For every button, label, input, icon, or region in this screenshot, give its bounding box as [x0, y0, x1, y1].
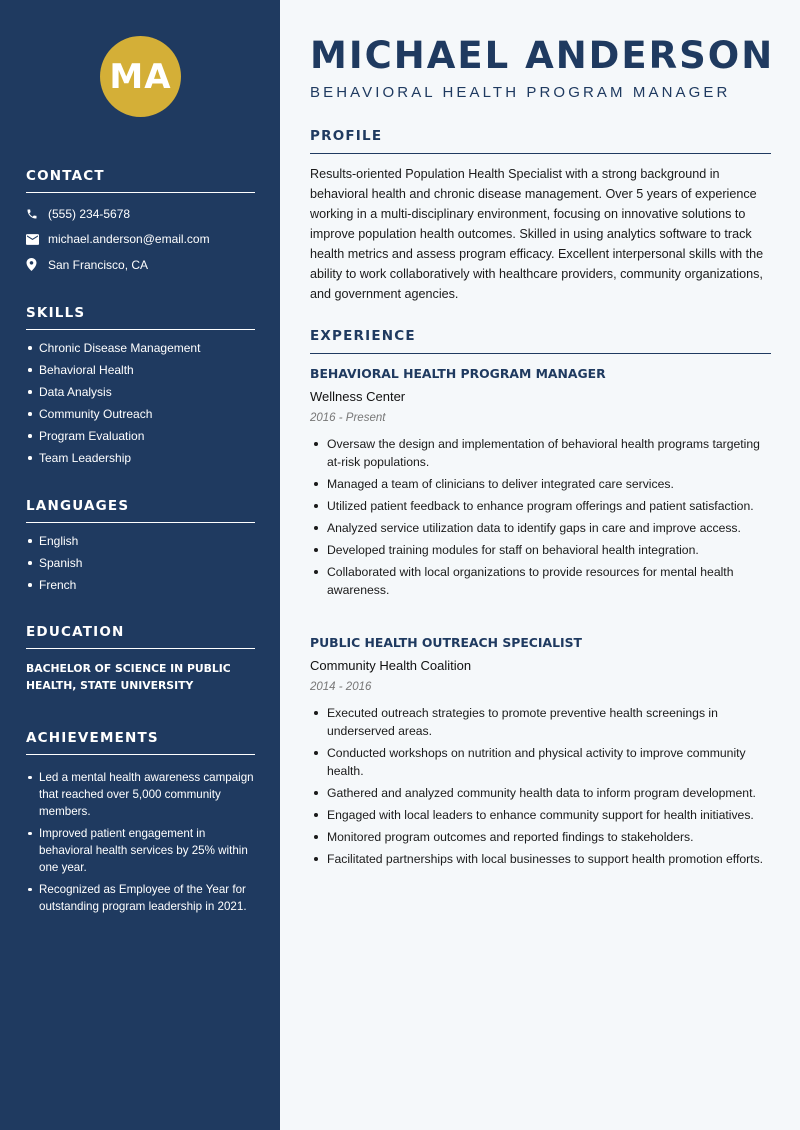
profile-heading: PROFILE [310, 128, 771, 154]
job-bullets [310, 704, 771, 868]
job-title: BEHAVIORAL HEALTH PROGRAM MANAGER [310, 366, 606, 381]
education-degree: BACHELOR OF SCIENCE IN PUBLIC HEALTH, STATE UNIVERSITY [26, 662, 231, 692]
job-company: Community Health Coalition [310, 658, 472, 673]
experience-heading: EXPERIENCE [310, 328, 771, 354]
mail-icon [26, 234, 48, 245]
skill-item: Community Outreach [26, 406, 255, 428]
job-bullet: Executed outreach strategies to promote preventive health screenings in underserved areas. [310, 704, 771, 740]
job-dates: 2014 - 2016 [310, 681, 372, 693]
job-bullet: Facilitated partnerships with local businesses to support health promotion efforts. [310, 850, 771, 868]
skill-item: Data Analysis [26, 384, 255, 406]
achievements-section [26, 730, 255, 920]
profile-section [310, 128, 771, 304]
job-entry [310, 366, 771, 603]
contact-heading: CONTACT [26, 168, 255, 193]
skill-item: Team Leadership [26, 450, 255, 472]
languages-heading: LANGUAGES [26, 498, 255, 523]
candidate-title: BEHAVIORAL HEALTH PROGRAM MANAGER [310, 84, 731, 101]
language-item: Spanish [26, 555, 255, 577]
location-pin-icon [26, 258, 48, 271]
job-bullet: Developed training modules for staff on behavioral health integration. [310, 541, 771, 559]
job-bullet: Oversaw the design and implementation of behavioral health programs targeting at-risk populations. [310, 435, 771, 471]
achievements-list [26, 769, 255, 915]
job-bullet: Managed a team of clinicians to deliver integrated care services. [310, 475, 771, 493]
avatar: MA [100, 36, 181, 117]
contact-location-text: San Francisco, CA [48, 257, 149, 272]
contact-section [26, 168, 255, 278]
language-item: French [26, 577, 255, 599]
job-bullet: Monitored program outcomes and reported findings to stakeholders. [310, 828, 771, 846]
languages-list [26, 533, 255, 599]
skill-item: Chronic Disease Management [26, 340, 255, 362]
education-heading: EDUCATION [26, 624, 255, 649]
contact-email [26, 227, 255, 253]
job-dates: 2016 - Present [310, 412, 386, 424]
achievement-item: Led a mental health awareness campaign that reached over 5,000 community members. [26, 769, 255, 820]
phone-icon [26, 208, 48, 220]
achievement-item: Improved patient engagement in behavioral health services by 25% within one year. [26, 825, 255, 876]
job-bullet: Engaged with local leaders to enhance community support for health initiatives. [310, 806, 771, 824]
skills-section [26, 305, 255, 472]
language-item: English [26, 533, 255, 555]
contact-email-text: michael.anderson@email.com [48, 232, 210, 247]
job-bullet: Utilized patient feedback to enhance program offerings and patient satisfaction. [310, 497, 771, 515]
sidebar [0, 0, 280, 1130]
skill-item: Program Evaluation [26, 428, 255, 450]
job-title: PUBLIC HEALTH OUTREACH SPECIALIST [310, 635, 582, 650]
education-section [26, 624, 255, 694]
languages-section [26, 498, 255, 599]
profile-text: Results-oriented Population Health Specialist with a strong background in behavioral health and chronic disease management. Over 5 years of experience working in a multi-disciplinary environment, focusing on innovative solutions to improve population health outcomes. Skilled in using analytics software to track health metrics and assess program efficacy. Excellent interpersonal skills with the ability to work collaboratively with healthcare providers, community organizations, and government agencies. [310, 167, 764, 301]
job-bullet: Gathered and analyzed community health data to inform program development. [310, 784, 771, 802]
job-company: Wellness Center [310, 389, 406, 404]
skills-heading: SKILLS [26, 305, 255, 330]
skill-item: Behavioral Health [26, 362, 255, 384]
contact-phone-text: (555) 234-5678 [48, 206, 131, 221]
achievements-heading: ACHIEVEMENTS [26, 730, 255, 755]
job-bullet: Collaborated with local organizations to provide resources for mental health awareness. [310, 563, 771, 599]
job-bullets [310, 435, 771, 599]
contact-phone [26, 201, 255, 227]
job-bullet: Analyzed service utilization data to identify gaps in care and improve access. [310, 519, 771, 537]
achievement-item: Recognized as Employee of the Year for outstanding program leadership in 2021. [26, 881, 255, 915]
job-entry [310, 635, 771, 872]
job-bullet: Conducted workshops on nutrition and physical activity to improve community health. [310, 744, 771, 780]
skills-list [26, 340, 255, 472]
experience-section [310, 328, 771, 354]
candidate-name: MICHAEL ANDERSON [310, 34, 775, 77]
contact-location [26, 252, 255, 278]
